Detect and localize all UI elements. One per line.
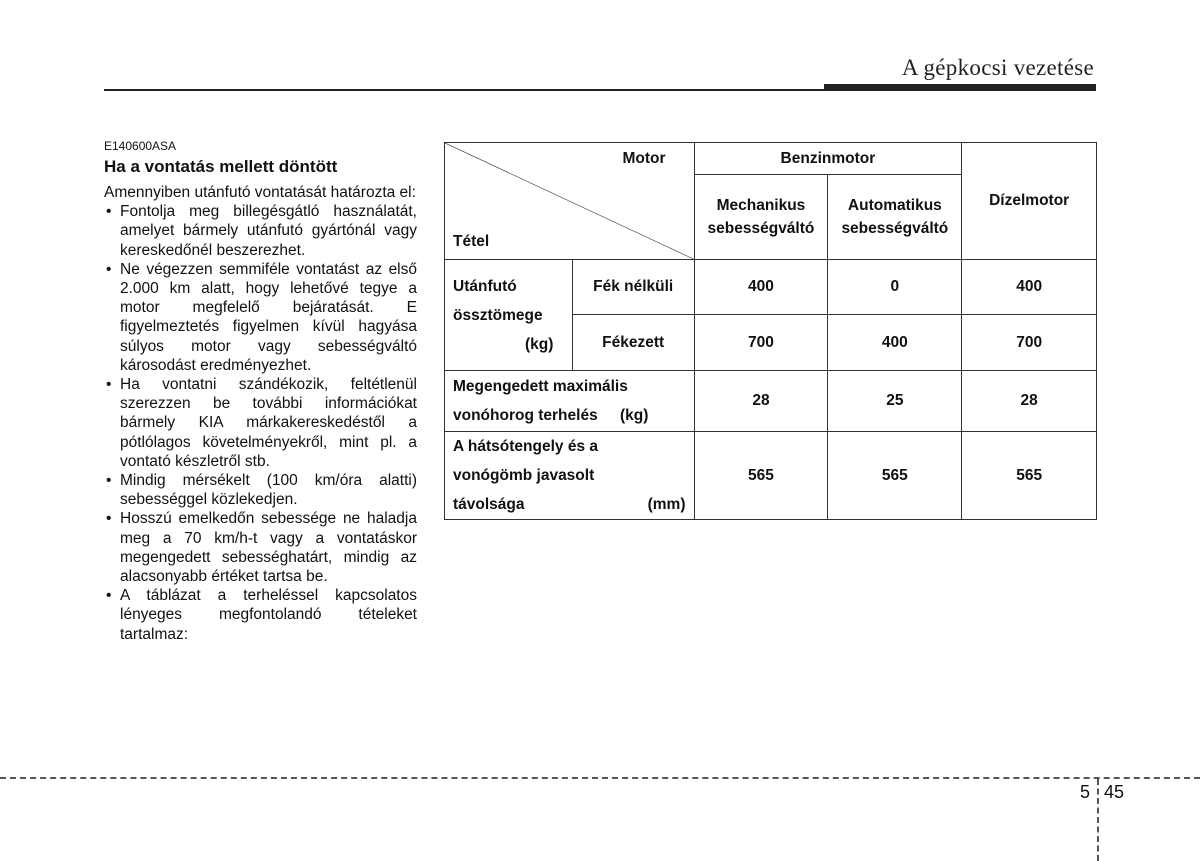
- corner-label-motor: Motor: [622, 150, 666, 167]
- row-label-braked: Fékezett: [572, 315, 694, 371]
- header-diesel: Dízelmotor: [962, 143, 1097, 260]
- list-item: • A táblázat a terheléssel kapcsolatos lényeges megfontolandó tételeket tartalmaz:: [104, 586, 417, 644]
- header-auto-line2: sebességváltó: [841, 220, 949, 237]
- table-cell: 700: [694, 315, 828, 371]
- section-code: E140600ASA: [104, 139, 177, 153]
- table-cell: 28: [962, 371, 1097, 432]
- page-number-value: 45: [1104, 782, 1125, 802]
- header-rule-accent: [824, 84, 1096, 91]
- footer-dotted-rule: [0, 777, 1200, 779]
- table-cell: 565: [694, 432, 828, 520]
- row-label-ball-distance: [445, 432, 695, 520]
- header-manual: [694, 175, 828, 260]
- list-item: • Ne végezzen semmiféle vontatást az első 2.000 km alatt, hogy lehetővé tegye a motor megfelelő bejáratását. E figyelmeztetés figyelmen kívül hagyása súlyos motor vagy sebességváltó károsodást eredményezhet.: [104, 260, 417, 375]
- table-cell: 25: [828, 371, 962, 432]
- table-cell: 400: [828, 315, 962, 371]
- table-cell: 400: [694, 260, 828, 315]
- row-label-trailer-weight: [445, 260, 573, 371]
- list-item: • Mindig mérsékelt (100 km/óra alatti) sebességgel közlekedjen.: [104, 471, 417, 509]
- header-rule: [104, 89, 824, 91]
- header-auto-line1: Automatikus: [847, 197, 942, 214]
- section-heading: Ha a vontatás mellett döntött: [104, 157, 338, 176]
- table-corner-cell: [445, 143, 695, 260]
- table-cell: 0: [828, 260, 962, 315]
- header-petrol: Benzinmotor: [694, 143, 962, 175]
- list-item: • Ha vontatni szándékozik, feltétlenül szerezzen be további információkat bármely KIA márkakereskedéstől a pótlólagos követelményekről, mint pl. a vontató készletről stb.: [104, 375, 417, 471]
- header-manual-line1: Mechanikus: [716, 197, 806, 214]
- trailer-line2: össztömege: [453, 306, 543, 324]
- chapter-number: 5: [1080, 782, 1091, 802]
- header-automatic: [828, 175, 962, 260]
- dist-line2: vonógömb javasolt: [453, 467, 595, 484]
- header-manual-line2: sebességváltó: [707, 220, 815, 237]
- hitch-unit: (kg): [620, 407, 649, 424]
- dist-unit: (mm): [647, 496, 686, 513]
- table-cell: 400: [962, 260, 1097, 315]
- intro-paragraph: Amennyiben utánfutó vontatását határozta el:: [104, 184, 416, 201]
- towing-spec-table: [444, 142, 1097, 520]
- trailer-unit: (kg): [525, 335, 554, 353]
- dist-line1: A hátsótengely és a: [453, 438, 599, 455]
- table-cell: 565: [828, 432, 962, 520]
- row-label-unbraked: Fék nélküli: [572, 260, 694, 315]
- dist-line3: távolsága: [453, 496, 525, 513]
- hitch-line2: vonóhorog terhelés: [453, 407, 598, 424]
- table-cell: 28: [694, 371, 828, 432]
- hitch-line1: Megengedett maximális: [453, 378, 628, 395]
- table-cell: 700: [962, 315, 1097, 371]
- bullet-list: [104, 202, 417, 644]
- list-item: • Fontolja meg billegésgátló használatát, amelyet bármely utánfutó gyártónál vagy kereskedőnél beszerezhet.: [104, 202, 417, 260]
- trailer-line1: Utánfutó: [453, 277, 517, 295]
- footer-dotted-divider: [1097, 779, 1099, 861]
- section-body: [104, 183, 417, 644]
- row-label-hitch-load: [445, 371, 695, 432]
- list-item: • Hosszú emelkedőn sebessége ne haladja meg a 70 km/h-t vagy a vontatáskor megengedett sebességhatárt, mindig az alacsonyabb értéket tartsa be.: [104, 509, 417, 586]
- page-header-title: A gépkocsi vezetése: [901, 55, 1094, 80]
- corner-label-item: Tétel: [453, 233, 490, 250]
- table-cell: 565: [962, 432, 1097, 520]
